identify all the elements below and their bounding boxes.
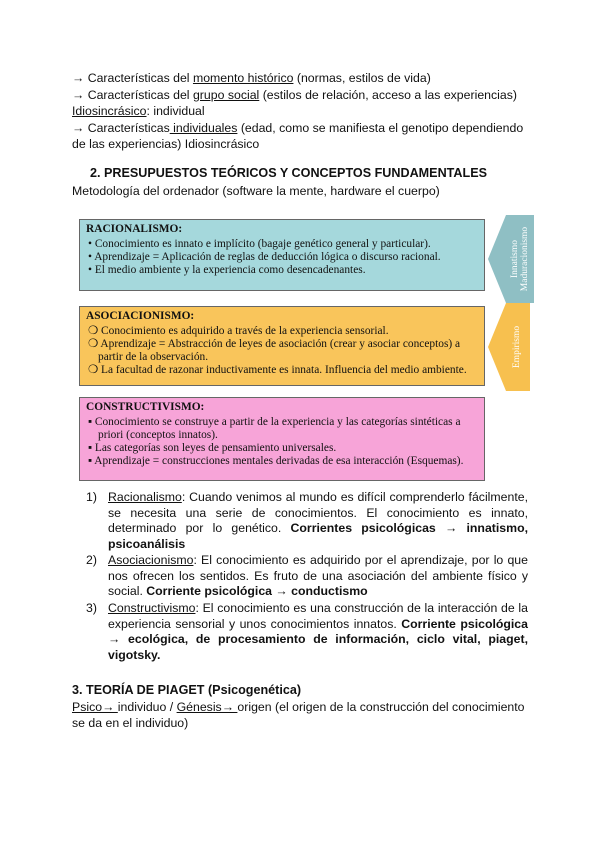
innatismo-label <box>510 209 530 309</box>
racionalismo-title: RACIONALISMO: <box>86 223 183 235</box>
list-item-text <box>108 490 528 552</box>
list-item-text <box>108 601 528 663</box>
intro-line-2-underlined: grupo social <box>192 88 260 102</box>
constructivismo-title: CONSTRUCTIVISMO: <box>86 401 205 413</box>
intro-line-4-text: → Características <box>72 121 170 135</box>
section-2-subtitle: Metodología del ordenador (software la mente, hardware el cuerpo) <box>72 184 440 198</box>
genesis-text: origen (el origen de la construcción del conocimiento <box>237 700 525 714</box>
intro-line-2-tail: (estilos de relación, acceso a las experiencias) <box>259 88 517 102</box>
intro-line-1 <box>72 71 431 86</box>
intro-line-4-underlined: individuales <box>169 121 238 135</box>
racionalismo-box <box>79 219 485 291</box>
section-3-line-2: se da en el individuo) <box>72 716 189 730</box>
list-item-1 <box>86 490 528 552</box>
intro-line-1-tail: (normas, estilos de vida) <box>293 71 431 85</box>
list-number: 3) <box>86 601 97 615</box>
asociacionismo-item: ❍ Aprendizaje = Abstracción de leyes de asociación (crear y asociar conceptos) a partir de la observación. <box>88 338 461 363</box>
constructivismo-box <box>79 397 485 481</box>
constructivismo-item: ▪ Aprendizaje = construcciones mentales derivadas de esa interacción (Esquemas). <box>88 455 464 467</box>
empirismo-arrow <box>488 303 530 391</box>
list-item-current: Corrientes psicológicas → innatismo, psicoanálisis <box>108 521 528 551</box>
intro-line-5: de las experiencias) Idiosincrásico <box>72 137 260 151</box>
list-item-current: Corriente psicológica → conductismo <box>146 584 368 598</box>
asociacionismo-title: ASOCIACIONISMO: <box>86 310 195 322</box>
list-item-term: Constructivismo <box>108 601 196 615</box>
list-item-term: Asociacionismo <box>108 553 194 567</box>
section-2-heading: 2. PRESUPUESTOS TEÓRICOS Y CONCEPTOS FUNDAMENTALES <box>90 166 488 180</box>
innatismo-label-1: Innatismo <box>510 240 520 278</box>
list-item-term: Racionalismo <box>108 490 182 504</box>
racionalismo-item: • Aprendizaje = Aplicación de reglas de deducción lógica o discurso racional. <box>88 251 441 263</box>
list-item-2 <box>86 553 528 599</box>
list-item-body: : El conocimiento es una construcción de la interacción de la experiencia sensorial y unos conocimientos innatos. <box>108 601 528 631</box>
innatismo-label-2: Maduracionismo <box>520 226 530 292</box>
racionalismo-item: • El medio ambiente y la experiencia como desencadenantes. <box>88 264 366 276</box>
list-item-3 <box>86 601 528 663</box>
asociacionismo-box <box>79 306 485 386</box>
empirismo-label: Empirismo <box>512 325 522 369</box>
constructivismo-item: ▪ Conocimiento se construye a partir de la experiencia y las categorías sintéticas a priori (conceptos innatos). <box>88 416 461 441</box>
intro-line-4-tail: (edad, como se manifiesta el genotipo dependiendo <box>237 121 524 135</box>
list-item-current: Corriente psicológica → ecológica, de procesamiento de información, ciclo vital, piaget, vigotsky. <box>108 616 528 662</box>
list-item-body: : El conocimiento es adquirido por el aprendizaje, por lo que nos ofrecen los sentidos. Es fruto de una asociación del ambiente físico y social. <box>108 553 528 598</box>
psico-term: Psico→ <box>72 700 118 714</box>
genesis-term: Génesis→ <box>176 700 238 714</box>
section-3-heading: 3. TEORÍA DE PIAGET (Psicogenética) <box>72 683 302 697</box>
intro-line-3-tail: : individual <box>146 104 205 118</box>
list-item-body: : Cuando venimos al mundo es difícil comprenderlo fácilmente, se necesita una serie de conocimientos. El conocimiento es innato, determinado por lo genético. <box>108 490 528 535</box>
asociacionismo-item: ❍ La facultad de razonar inductivamente es innata. Influencia del medio ambiente. <box>88 364 467 376</box>
intro-line-1-text: → Características del <box>72 71 193 85</box>
asociacionismo-item: ❍ Conocimiento es adquirido a través de la experiencia sensorial. <box>88 325 389 337</box>
intro-line-1-underlined: momento histórico <box>192 71 294 85</box>
list-item-text <box>108 553 528 600</box>
constructivismo-item: ▪ Las categorías son leyes de pensamiento universales. <box>88 442 337 454</box>
section-3-line-1 <box>72 700 525 715</box>
psico-text: individuo / <box>117 700 177 714</box>
intro-line-3 <box>72 104 205 119</box>
intro-line-4 <box>72 121 523 136</box>
list-number: 2) <box>86 553 97 567</box>
racionalismo-item: • Conocimiento es innato e implícito (bagaje genético general y particular). <box>88 238 431 250</box>
intro-line-2 <box>72 88 517 103</box>
intro-line-3-underlined: Idiosincrásico <box>72 104 147 118</box>
list-number: 1) <box>86 490 97 504</box>
intro-line-2-text: → Características del <box>72 88 193 102</box>
